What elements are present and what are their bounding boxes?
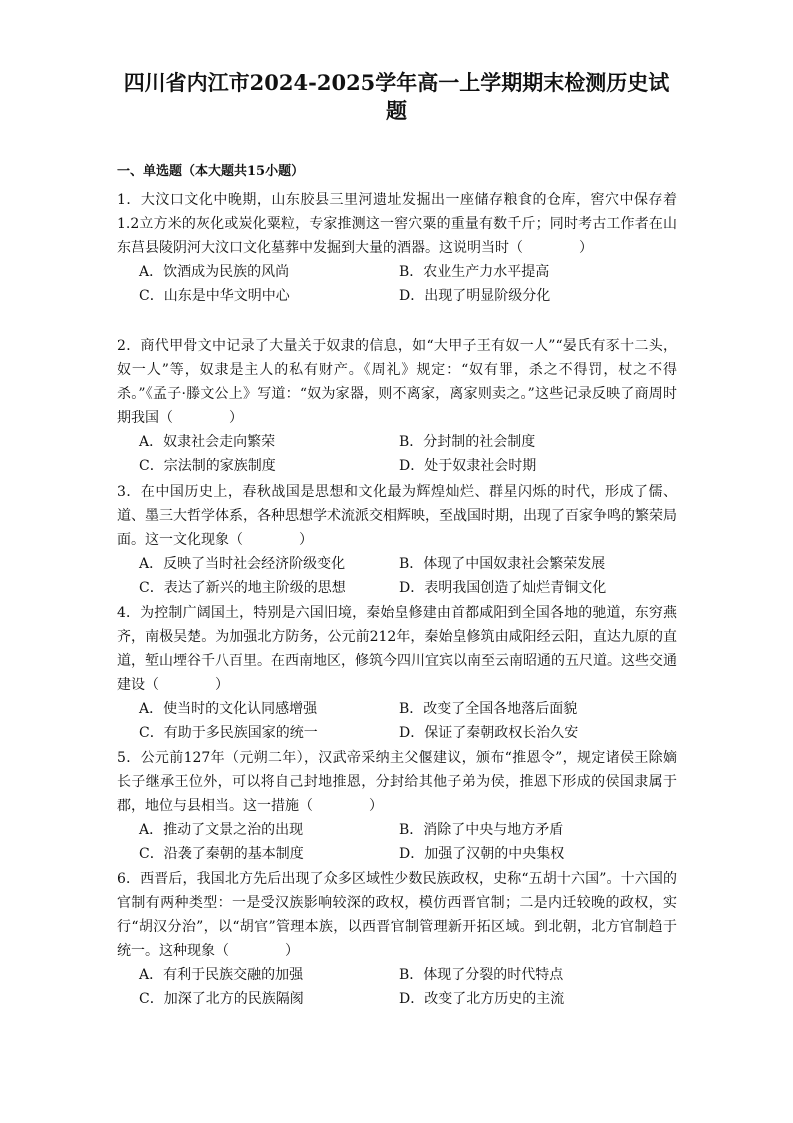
question-6 — [117, 867, 677, 1011]
option-b: B．消除了中央与地方矛盾 — [399, 822, 564, 838]
question-1 — [117, 188, 677, 308]
option-b: B．农业生产力水平提高 — [399, 264, 550, 280]
question-stem: 6．西晋后，我国北方先后出现了众多区域性少数民族政权，史称“五胡十六国”。十六国的官制有两种类型：一是受汉族影响较深的政权，模仿西晋官制；二是内迁较晚的政权，实行“胡汉分治”，以“胡官”管理本族，以西晋官制管理新开拓区域。到北朝，北方官制趋于统一。这种现象（ ） — [117, 871, 677, 959]
question-4 — [117, 601, 677, 745]
option-a: A．使当时的文化认同感增强 — [139, 701, 318, 717]
option-a: A．反映了当时社会经济阶级变化 — [139, 556, 346, 572]
option-d: D．表明我国创造了灿烂青铜文化 — [399, 580, 607, 596]
option-d: D．改变了北方历史的主流 — [399, 991, 565, 1007]
option-b: B．体现了中国奴隶社会繁荣发展 — [399, 556, 606, 572]
option-d: D．保证了秦朝政权长治久安 — [399, 725, 579, 741]
options-grid — [139, 430, 677, 478]
document-title-line2: 题 — [386, 98, 407, 123]
options-grid — [139, 818, 677, 866]
option-a: A．饮酒成为民族的风尚 — [139, 264, 290, 280]
option-c: C．沿袭了秦朝的基本制度 — [139, 846, 304, 862]
option-d: D．出现了明显阶级分化 — [399, 288, 551, 304]
option-d: D．加强了汉朝的中央集权 — [399, 846, 565, 862]
option-b: B．体现了分裂的时代特点 — [399, 967, 564, 983]
question-stem: 4．为控制广阔国土，特别是六国旧境，秦始皇修建由首都咸阳到全国各地的驰道，东穷燕齐，南极吴楚。为加强北方防务，公元前212年，秦始皇修筑由咸阳经云阳，直达九原的直道，堑山堙谷千八百里。在西南地区，修筑今四川宜宾以南至云南昭通的五尺道。这些交通建设（ ） — [117, 605, 677, 693]
option-d: D．处于奴隶社会时期 — [399, 458, 537, 474]
options-grid — [139, 552, 677, 600]
section-header: 一、单选题（本大题共15小题） — [117, 164, 305, 179]
options-grid — [139, 963, 677, 1011]
question-5 — [117, 746, 677, 866]
option-a: A．奴隶社会走向繁荣 — [139, 434, 276, 450]
option-c: C．加深了北方的民族隔阂 — [139, 991, 304, 1007]
question-stem: 5．公元前127年（元朔二年），汉武帝采纳主父偃建议，颁布“推恩令”，规定诸侯王除嫡长子继承王位外，可以将自己封地推恩，分封给其他子弟为侯，推恩下形成的侯国隶属于郡，地位与县相当。这一措施（ ） — [117, 750, 677, 814]
question-3 — [117, 480, 677, 600]
options-grid — [139, 260, 677, 308]
question-stem: 3．在中国历史上，春秋战国是思想和文化最为辉煌灿烂、群星闪烁的时代，形成了儒、道、墨三大哲学体系，各种思想学术流派交相辉映，至战国时期，出现了百家争鸣的繁荣局面。这一文化现象（ ） — [117, 484, 677, 548]
question-stem: 2．商代甲骨文中记录了大量关于奴隶的信息，如“大甲子王有奴一人”“晏氏有豕十二头，奴一人”等，奴隶是主人的私有财产。《周礼》规定：“奴有罪，杀之不得罚，杖之不得杀。”《孟子·滕文公上》写道：“奴为家器，则不离家，离家则卖之。”这些记录反映了商周时期我国（ ） — [117, 338, 677, 426]
option-c: C．宗法制的家族制度 — [139, 458, 276, 474]
option-b: B．改变了全国各地落后面貌 — [399, 701, 578, 717]
option-a: A．有利于民族交融的加强 — [139, 967, 304, 983]
options-grid — [139, 697, 677, 745]
option-c: C．山东是中华文明中心 — [139, 288, 290, 304]
option-c: C．有助于多民族国家的统一 — [139, 725, 318, 741]
question-stem: 1．大汶口文化中晚期，山东胶县三里河遗址发掘出一座储存粮食的仓库，窖穴中保存着1.2立方米的灰化或炭化粟粒，专家推测这一窖穴粟的重量有数千斤；同时考古工作者在山东莒县陵阴河大汶口文化墓葬中发掘到大量的酒器。这说明当时（ ） — [117, 192, 677, 256]
option-c: C．表达了新兴的地主阶级的思想 — [139, 580, 346, 596]
question-2 — [117, 334, 677, 478]
option-b: B．分封制的社会制度 — [399, 434, 536, 450]
document-title-line1: 四川省内江市2024-2025学年高一上学期期末检测历史试 — [123, 70, 670, 95]
option-a: A．推动了文景之治的出现 — [139, 822, 304, 838]
